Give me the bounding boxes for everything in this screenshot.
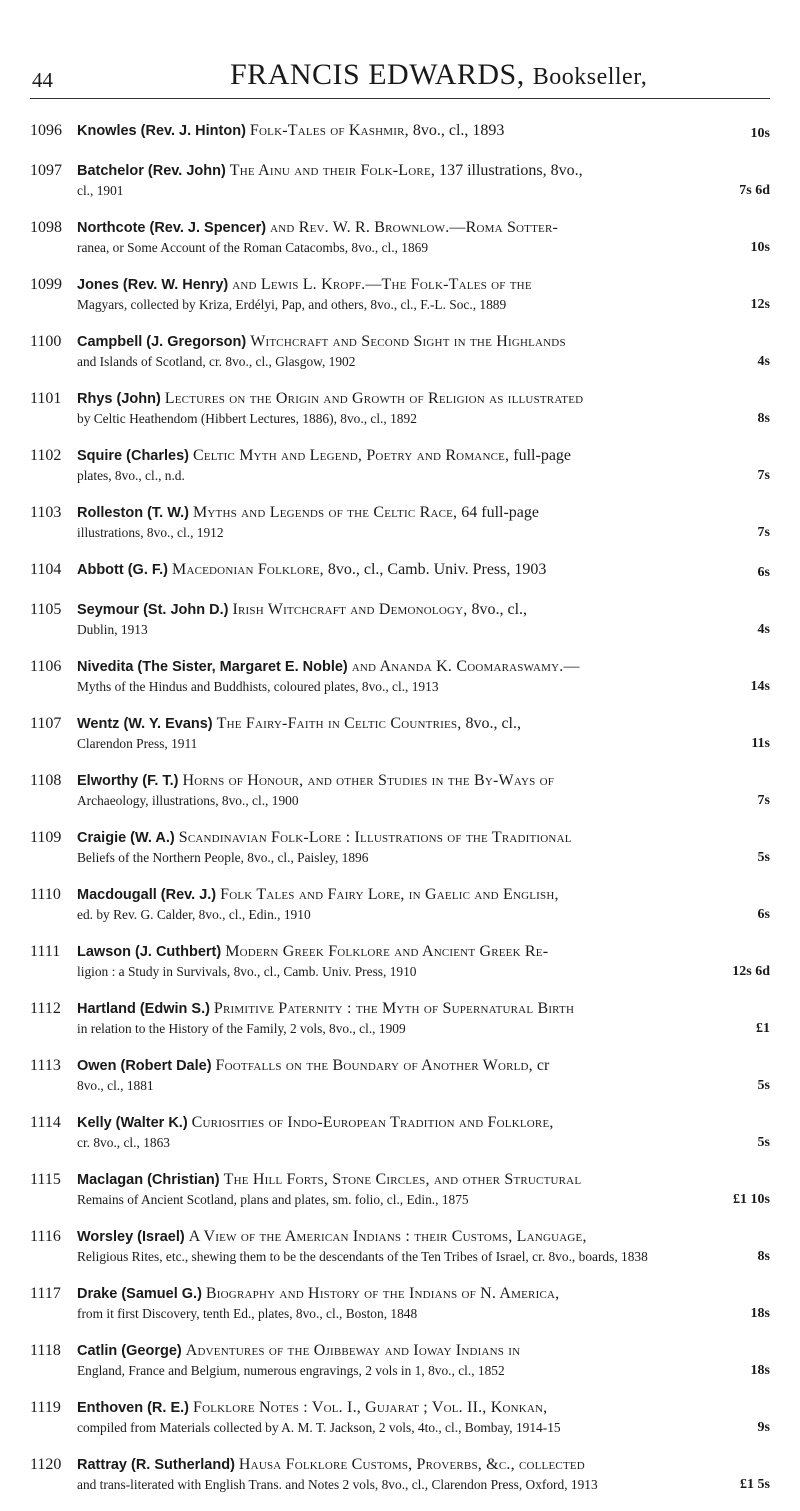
entry-author: Enthoven (R. E.)	[77, 1400, 189, 1416]
running-title-sub: Bookseller,	[532, 64, 648, 90]
entry-details: 8vo., cl., Camb. Univ. Press, 1903	[327, 561, 547, 578]
entry-price: 4s	[757, 354, 770, 369]
entry-number: 1100	[30, 333, 62, 350]
entry-first-line	[30, 502, 770, 524]
catalogue-entry	[30, 1340, 770, 1379]
entry-author: Rolleston (T. W.)	[77, 505, 189, 521]
entry-continuation: compiled from Materials collected by A. M. T. Jackson, 2 vols, 4to., cl., Bombay, 1914-15	[77, 1420, 561, 1435]
catalogue-entry	[30, 502, 770, 541]
catalogue-entry	[30, 713, 770, 752]
entry-number: 1106	[30, 658, 62, 675]
entry-price: 9s	[757, 1420, 770, 1435]
entry-title: Footfalls on the Boundary of Another World,	[215, 1057, 533, 1074]
entry-continuation: 8vo., cl., 1881	[77, 1078, 154, 1093]
entry-author: Squire (Charles)	[77, 448, 189, 464]
entry-price: 11s	[751, 736, 770, 751]
entry-number: 1118	[30, 1342, 61, 1359]
entry-continuation: cr. 8vo., cl., 1863	[77, 1135, 170, 1150]
entry-first-line	[30, 388, 770, 410]
entry-first-line	[30, 559, 770, 581]
entry-price: 14s	[750, 679, 770, 694]
entry-details: 8vo., cl.,	[471, 601, 528, 618]
catalogue-entry	[30, 884, 770, 923]
entry-number: 1109	[30, 829, 62, 846]
entry-price: 12s	[750, 297, 770, 312]
entry-price: 18s	[750, 1306, 770, 1321]
entry-number: 1097	[30, 162, 62, 179]
entry-title: Hausa Folklore Customs, Proverbs, &c., collected	[238, 1456, 585, 1473]
entry-continuation: Magyars, collected by Kriza, Erdélyi, Pap, and others, 8vo., cl., F.-L. Soc., 1889	[77, 297, 507, 312]
entry-first-line	[30, 713, 770, 735]
catalogue-entry	[30, 599, 770, 638]
entry-price: 8s	[757, 411, 770, 426]
page-number: 44	[32, 68, 53, 92]
entry-continuation: Clarendon Press, 1911	[77, 736, 198, 751]
entry-author: Craigie (W. A.)	[77, 830, 175, 846]
catalogue-entry	[30, 445, 770, 484]
entry-price: 7s	[757, 793, 770, 808]
entry-number: 1107	[30, 715, 62, 732]
entry-number: 1114	[30, 1114, 61, 1131]
entry-title: and Lewis L. Kropf.—The Folk-Tales of the	[232, 276, 532, 293]
entry-author: Batchelor (Rev. John)	[77, 163, 226, 179]
entry-number: 1102	[30, 447, 62, 464]
entry-price: 5s	[757, 1078, 770, 1093]
catalogue-entry	[30, 1454, 770, 1493]
catalogue-entry	[30, 1226, 770, 1265]
entry-price: 5s	[757, 850, 770, 865]
entry-author: Northcote (Rev. J. Spencer)	[77, 220, 267, 236]
catalogue-entry	[30, 1055, 770, 1094]
entry-price: 6s	[757, 565, 770, 580]
entry-continuation: ligion : a Study in Survivals, 8vo., cl., Camb. Univ. Press, 1910	[77, 964, 417, 979]
entry-details: 137 illustrations, 8vo.,	[439, 162, 583, 179]
catalogue-entry	[30, 160, 770, 199]
entry-continuation: England, France and Belgium, numerous engravings, 2 vols in 1, 8vo., cl., 1852	[77, 1363, 505, 1378]
entry-price: 12s 6d	[732, 964, 770, 979]
entry-author: Rhys (John)	[77, 391, 161, 407]
entry-first-line	[30, 884, 770, 906]
entry-author: Elworthy (F. T.)	[77, 773, 179, 789]
running-title-main: FRANCIS EDWARDS,	[230, 58, 525, 91]
catalogue-entry	[30, 559, 770, 581]
catalogue-entry	[30, 1169, 770, 1208]
entry-title: Macedonian Folklore,	[172, 561, 324, 578]
catalogue-entry	[30, 827, 770, 866]
entry-author: Hartland (Edwin S.)	[77, 1001, 210, 1017]
entry-number: 1113	[30, 1057, 61, 1074]
entry-continuation: Beliefs of the Northern People, 8vo., cl., Paisley, 1896	[77, 850, 369, 865]
entry-first-line	[30, 1454, 770, 1476]
entry-author: Jones (Rev. W. Henry)	[77, 277, 229, 293]
entry-first-line	[30, 1055, 770, 1077]
entry-price: 18s	[750, 1363, 770, 1378]
entry-first-line	[30, 120, 770, 142]
entry-first-line	[30, 1340, 770, 1362]
entry-author: Wentz (W. Y. Evans)	[77, 716, 213, 732]
entry-author: Catlin (George)	[77, 1343, 182, 1359]
entry-title: Folk-Tales of Kashmir,	[249, 122, 409, 139]
entry-title: and Rev. W. R. Brownlow.—Roma Sotter-	[270, 219, 559, 236]
entry-continuation: in relation to the History of the Family, 2 vols, 8vo., cl., 1909	[77, 1021, 406, 1036]
catalogue-entry	[30, 274, 770, 313]
entry-title: Horns of Honour, and other Studies in the By-Ways of	[182, 772, 555, 789]
entry-continuation: Remains of Ancient Scotland, plans and plates, sm. folio, cl., Edin., 1875	[77, 1192, 469, 1207]
entry-continuation: and Islands of Scotland, cr. 8vo., cl., Glasgow, 1902	[77, 354, 356, 369]
catalogue-entry	[30, 331, 770, 370]
entry-continuation: and trans-literated with English Trans. and Notes 2 vols, 8vo., cl., Clarendon Press, Oxford, 1913	[77, 1477, 598, 1492]
entry-first-line	[30, 274, 770, 296]
entry-title: A View of the American Indians : their Customs, Language,	[188, 1228, 587, 1245]
entry-title: Folklore Notes : Vol. I., Gujarat ; Vol. II., Konkan,	[192, 1399, 548, 1416]
entry-first-line	[30, 160, 770, 182]
catalogue-entry	[30, 217, 770, 256]
entry-price: 6s	[757, 907, 770, 922]
catalogue-entries	[30, 120, 770, 1511]
entry-number: 1116	[30, 1228, 61, 1245]
entry-first-line	[30, 599, 770, 621]
entry-number: 1098	[30, 219, 62, 236]
entry-number: 1099	[30, 276, 62, 293]
entry-first-line	[30, 1169, 770, 1191]
entry-title: and Ananda K. Coomaraswamy.—	[351, 658, 580, 675]
entry-title: The Ainu and their Folk-Lore,	[229, 162, 436, 179]
entry-continuation: ed. by Rev. G. Calder, 8vo., cl., Edin., 1910	[77, 907, 311, 922]
entry-author: Owen (Robert Dale)	[77, 1058, 212, 1074]
entry-number: 1108	[30, 772, 62, 789]
entry-author: Knowles (Rev. J. Hinton)	[77, 123, 246, 139]
entry-first-line	[30, 217, 770, 239]
entry-price: 7s 6d	[739, 183, 770, 198]
entry-title: Celtic Myth and Legend, Poetry and Romance,	[193, 447, 510, 464]
entry-author: Lawson (J. Cuthbert)	[77, 944, 222, 960]
entry-number: 1101	[30, 390, 62, 407]
entry-price: 10s	[750, 126, 770, 141]
running-title	[230, 58, 647, 92]
entry-author: Maclagan (Christian)	[77, 1172, 220, 1188]
entry-first-line	[30, 656, 770, 678]
catalogue-entry	[30, 998, 770, 1037]
entry-title: Witchcraft and Second Sight in the Highlands	[250, 333, 566, 350]
entry-title: Myths and Legends of the Celtic Race,	[192, 504, 458, 521]
catalogue-entry	[30, 120, 770, 142]
entry-author: Rattray (R. Sutherland)	[77, 1457, 235, 1473]
entry-author: Seymour (St. John D.)	[77, 602, 229, 618]
entry-title: Primitive Paternity : the Myth of Supernatural Birth	[213, 1000, 575, 1017]
catalogue-entry	[30, 388, 770, 427]
entry-author: Nivedita (The Sister, Margaret E. Noble)	[77, 659, 348, 675]
entry-title: Folk Tales and Fairy Lore, in Gaelic and English,	[220, 886, 559, 903]
entry-first-line	[30, 1112, 770, 1134]
entry-author: Kelly (Walter K.)	[77, 1115, 188, 1131]
entry-first-line	[30, 1226, 770, 1248]
entry-number: 1110	[30, 886, 61, 903]
entry-continuation: Dublin, 1913	[77, 622, 148, 637]
catalogue-entry	[30, 1283, 770, 1322]
entry-price: £1	[756, 1021, 770, 1036]
entry-author: Drake (Samuel G.)	[77, 1286, 202, 1302]
entry-price: 7s	[757, 525, 770, 540]
entry-price: 7s	[757, 468, 770, 483]
entry-number: 1096	[30, 122, 62, 139]
entry-number: 1103	[30, 504, 62, 521]
entry-author: Macdougall (Rev. J.)	[77, 887, 217, 903]
entry-details: cr	[536, 1057, 550, 1074]
entry-title: Modern Greek Folklore and Ancient Greek Re-	[225, 943, 549, 960]
entry-continuation: Archaeology, illustrations, 8vo., cl., 1900	[77, 793, 299, 808]
entry-first-line	[30, 1283, 770, 1305]
entry-continuation: illustrations, 8vo., cl., 1912	[77, 525, 224, 540]
entry-number: 1117	[30, 1285, 61, 1302]
entry-continuation: cl., 1901	[77, 183, 124, 198]
catalogue-entry	[30, 941, 770, 980]
entry-number: 1111	[30, 943, 61, 960]
entry-title: Lectures on the Origin and Growth of Religion as illustrated	[164, 390, 584, 407]
entry-continuation: by Celtic Heathendom (Hibbert Lectures, 1886), 8vo., cl., 1892	[77, 411, 417, 426]
entry-details: 64 full-page	[461, 504, 539, 521]
entry-title: Curiosities of Indo-European Tradition and Folklore,	[191, 1114, 554, 1131]
entry-price: 4s	[757, 622, 770, 637]
entry-price: 10s	[750, 240, 770, 255]
entry-title: The Hill Forts, Stone Circles, and other Structural	[223, 1171, 582, 1188]
entry-author: Worsley (Israel)	[77, 1229, 185, 1245]
entry-first-line	[30, 445, 770, 467]
entry-author: Campbell (J. Gregorson)	[77, 334, 247, 350]
entry-continuation: plates, 8vo., cl., n.d.	[77, 468, 185, 483]
entry-price: £1 5s	[740, 1477, 770, 1492]
entry-details: 8vo., cl.,	[465, 715, 521, 732]
entry-author: Abbott (G. F.)	[77, 562, 169, 578]
catalogue-entry	[30, 770, 770, 809]
entry-title: The Fairy-Faith in Celtic Countries,	[216, 715, 462, 732]
entry-continuation: from it first Discovery, tenth Ed., plates, 8vo., cl., Boston, 1848	[77, 1306, 418, 1321]
entry-details: full-page	[513, 447, 572, 464]
entry-number: 1120	[30, 1456, 62, 1473]
entry-continuation: Myths of the Hindus and Buddhists, coloured plates, 8vo., cl., 1913	[77, 679, 439, 694]
entry-number: 1115	[30, 1171, 61, 1188]
catalogue-entry	[30, 1112, 770, 1151]
entry-number: 1104	[30, 561, 62, 578]
entry-first-line	[30, 941, 770, 963]
entry-price: 5s	[757, 1135, 770, 1150]
catalogue-entry	[30, 656, 770, 695]
catalogue-entry	[30, 1397, 770, 1436]
entry-title: Scandinavian Folk-Lore : Illustrations of the Traditional	[178, 829, 572, 846]
entry-continuation: ranea, or Some Account of the Roman Catacombs, 8vo., cl., 1869	[77, 240, 429, 255]
entry-price: 8s	[757, 1249, 770, 1264]
entry-first-line	[30, 1397, 770, 1419]
entry-first-line	[30, 770, 770, 792]
entry-continuation: Religious Rites, etc., shewing them to be the descendants of the Ten Tribes of Israel, cr. 8vo., boards, 1838	[77, 1249, 648, 1264]
entry-number: 1112	[30, 1000, 61, 1017]
entry-title: Biography and History of the Indians of N. America,	[205, 1285, 560, 1302]
page-header	[30, 58, 770, 99]
entry-number: 1105	[30, 601, 62, 618]
entry-first-line	[30, 827, 770, 849]
entry-first-line	[30, 331, 770, 353]
entry-title: Adventures of the Ojibbeway and Ioway Indians in	[185, 1342, 521, 1359]
entry-first-line	[30, 998, 770, 1020]
entry-number: 1119	[30, 1399, 61, 1416]
entry-title: Irish Witchcraft and Demonology,	[232, 601, 468, 618]
entry-price: £1 10s	[733, 1192, 770, 1207]
entry-details: 8vo., cl., 1893	[412, 122, 505, 139]
